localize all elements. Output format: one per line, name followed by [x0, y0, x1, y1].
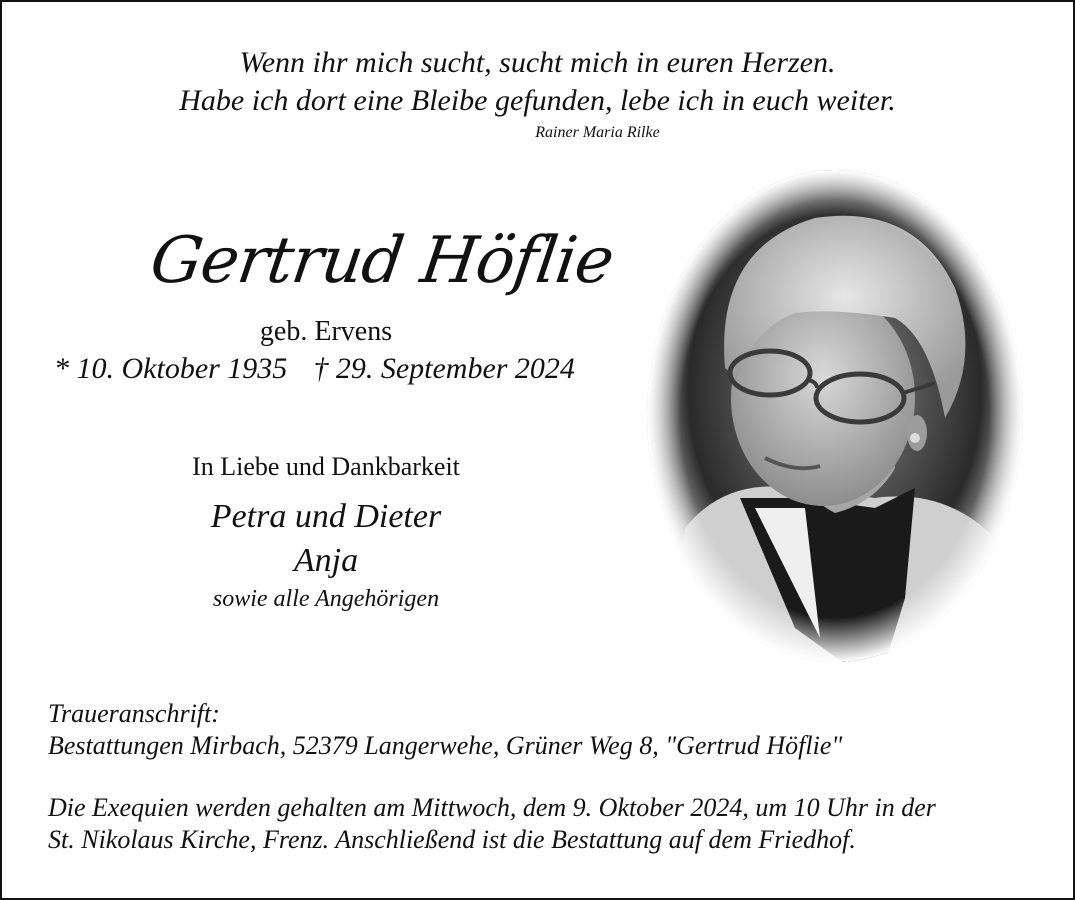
- service-line-2: St. Nikolaus Kirche, Frenz. Anschließend ist die Bestattung auf dem Friedhof.: [48, 825, 856, 854]
- address-line: Bestattungen Mirbach, 52379 Langerwehe, Grüner Weg 8, "Gertrud Höflie": [48, 731, 843, 760]
- deceased-name: Gertrud Höflie: [146, 224, 618, 298]
- portrait-photo: [645, 168, 1025, 664]
- birth-date: * 10. Oktober 1935: [54, 352, 288, 385]
- life-dates: [54, 352, 575, 386]
- address-label: Traueranschrift:: [48, 699, 220, 728]
- mourners-line-2: Anja: [293, 542, 359, 579]
- death-date: † 29. September 2024: [313, 352, 575, 385]
- maiden-name: geb. Ervens: [259, 316, 393, 347]
- quote-line-2: Habe ich dort eine Bleibe gefunden, lebe ich in euch weiter.: [179, 84, 896, 117]
- service-line-1: Die Exequien werden gehalten am Mittwoch, dem 9. Oktober 2024, um 10 Uhr in der: [48, 793, 936, 822]
- mourners-intro: In Liebe und Dankbarkeit: [192, 452, 460, 481]
- quote-line-1: Wenn ihr mich sucht, sucht mich in euren Herzen.: [239, 46, 836, 79]
- mourners-line-3: sowie alle Angehörigen: [212, 586, 440, 612]
- mourners-line-1: Petra und Dieter: [210, 498, 442, 535]
- quote-author: Rainer Maria Rilke: [535, 124, 660, 141]
